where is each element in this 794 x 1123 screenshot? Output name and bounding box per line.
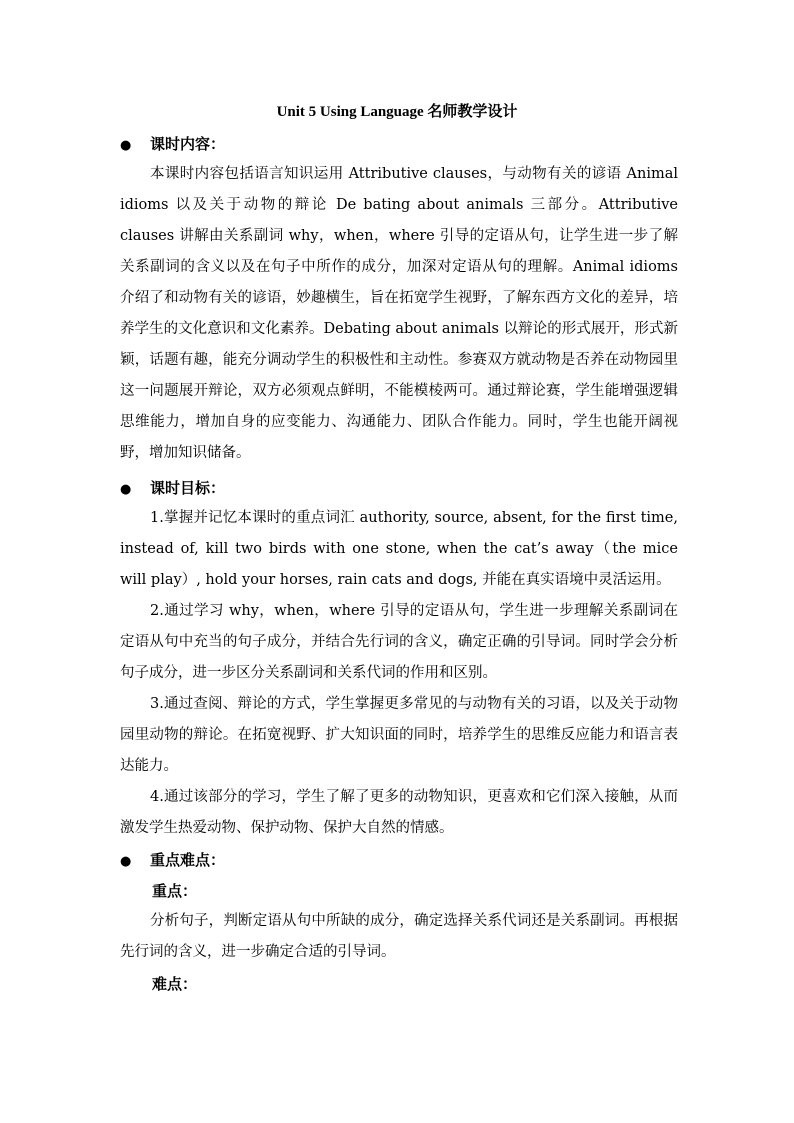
section-heading-label: 重点难点： [150,851,226,869]
content-paragraph: 本课时内容包括语言知识运用 Attributive clauses，与动物有关的谚语 Animal idioms 以及关于动物的辩论 De bating about animals 三部分。Attributive clauses 讲解由关系副词 why，when，where 引导的定语从句，让学生进一步了解关系副词的含义以及在句子中所作的成分，加深对定语从句的理解。Animal idioms 介绍了和动物有关的谚语，妙趣横生，旨在拓宽学生视野，了解东西方文化的差异，培养学生的文化意识和文化素养。Debating about animals 以辩论的形式展开，形式新颖，话题有趣，能充分调动学生的积极性和主动性。参赛双方就动物是否养在动物园里这一问题展开辩论，双方必须观点鲜明，不能模棱两可。通过辩论赛，学生能增强逻辑思维能力，增加自身的应变能力、沟通能力、团队合作能力。同时，学生也能开阔视野，增加知识储备。 [120,166,678,461]
bullet-icon: ● [120,854,132,869]
section-heading-keypoints [120,848,225,874]
bullet-icon: ● [120,482,132,497]
goal-item-2: 2.通过学习 why，when，where 引导的定语从句，学生进一步理解关系副词在定语从句中充当的句子成分，并结合先行词的含义，确定正确的引导词。同时学会分析句子成分，进一步区分关系副词和关系代词的作用和区别。 [120,603,678,681]
section-heading-goals [120,476,225,502]
goal-item-3: 3.通过查阅、辩论的方式，学生掌握更多常见的与动物有关的习语，以及关于动物园里动物的辩论。在拓宽视野、扩大知识面的同时，培养学生的思维反应能力和语言表达能力。 [120,696,678,774]
focus-paragraph: 分析句子，判断定语从句中所缺的成分，确定选择关系代词还是关系副词。再根据先行词的含义，进一步确定合适的引导词。 [120,913,678,960]
section-heading-label: 课时内容： [150,135,226,153]
difficulty-label: 难点： [152,975,198,993]
document-title: Unit 5 Using Language 名师教学设计 [276,104,518,120]
section-heading-content [120,132,225,158]
bullet-icon: ● [120,138,132,153]
goal-item-1: 1.掌握并记忆本课时的重点词汇 authority, source, absent, for the first time, instead of, kill two birds with one stone, when the cat’s away（the mice will play）, hold your horses, rain cats and dogs, 并能在真实语境中灵活运用。 [120,510,678,588]
goal-item-4: 4.通过该部分的学习，学生了解了更多的动物知识，更喜欢和它们深入接触，从而激发学生热爱动物、保护动物、保护大自然的情感。 [120,789,678,836]
focus-label: 重点： [152,882,198,900]
section-heading-label: 课时目标： [150,479,226,497]
